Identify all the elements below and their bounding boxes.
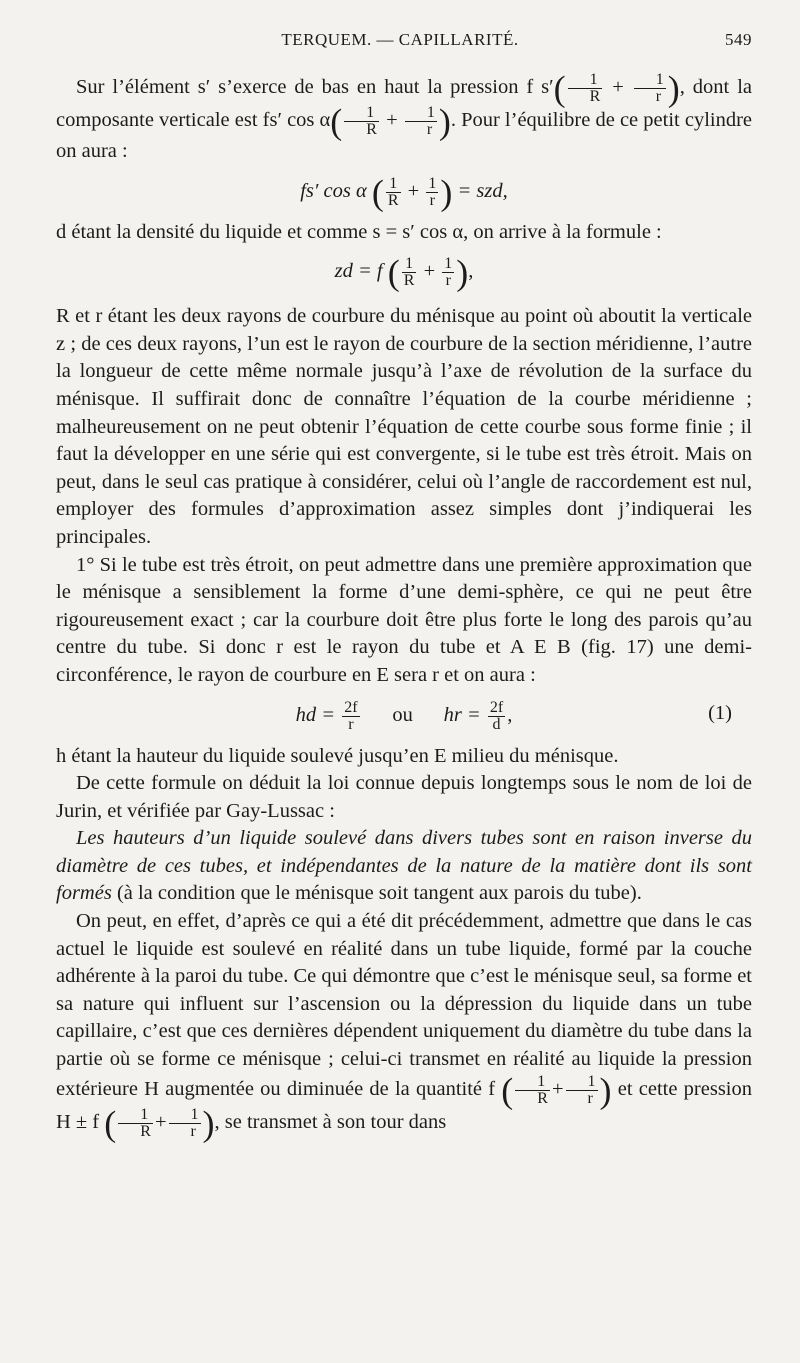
equation-1: fs′ cos α ( $\frac{1}{R}$ + $\frac{1}{r}$ ) = szd, [300,172,508,213]
equation-number: (1) [708,701,732,724]
equation-3: hd = $\frac{2f}{r}$ ou hr = $\frac{2f}{d}$ , (1) [295,698,732,733]
running-header [0,30,800,54]
paragraph-4: 1° Si le tube est très étroit, on peut admettre dans une première approximation que le ménisque a sensiblement la forme d’une demi-sphère, ce qui ne peut être rigoureusement exact ; car la courbure doit être plus forte le long des parois qu’au centre du tube. Si donc r est le rayon du tube et A E B (fig. 17) une demi-circonférence, le rayon de courbure en E sera r et on aura : [56,553,752,686]
paragraph-5: h étant la hauteur du liquide soulevé jusqu’en E milieu du ménisque. [56,744,619,767]
paragraph-6: De cette formule on déduit la loi connue depuis longtemps sous le nom de loi de Jurin, et vérifiée par Gay-Lussac : [56,772,752,822]
paragraph-3: R et r étant les deux rayons de courbure du ménisque au point où aboutit la verticale z ; de ces deux rayons, l’un est le rayon de courbure de la section méridienne, l’autre la longueur de cette même normale jusqu’à l’axe de révolution de la surface du ménisque. Il suffirait donc de connaître l’équation de la courbe méridienne ; malheureusement on ne peut obtenir l’équation de cette courbe sous forme finie ; il faut la développer en une série qui est convergente, si le tube est très étroit. Mais on peut, dans le seul cas pratique à considérer, celui où l’angle de raccordement est nul, employer des formules d’approximation assez simples dont j’indiquerai les principales. [56,305,752,548]
page-number: 549 [725,30,752,49]
paragraph-8: On peut, en effet, d’après ce qui a été dit précédemment, admettre que dans le cas actuel le liquide est soulevé en réalité dans un tube liquide, formé par la couche adhérente à la paroi du tube. Ce qui démontre que c’est le ménisque seul, sa forme et sa nature qui influent sur l’ascension ou la dépression du liquide dans un tube capillaire, c’est que ces dernières dépendent uniquement du diamètre du tube dans la partie où se forme ce ménisque ; celui-ci transmet en réalité au liquide la pression extérieure H augmentée ou diminuée de la quantité f ( $\frac{1}{R}$ + $\frac{1}{r}$ ) et cette pression H ± f ( $\frac{1}{R}$ + $\frac{1}{r}$ ), se transmet à son tour dans [56,910,752,1144]
equation-2: zd = f ( $\frac{1}{R}$ + $\frac{1}{r}$ ), [334,252,474,293]
running-title: TERQUEM. — CAPILLARITÉ. [281,30,519,49]
paragraph-7: Les hauteurs d’un liquide soulevé dans divers tubes sont en raison inverse du diamètre de ces tubes, et indépendantes de la nature de la matière dont ils sont formés (à la condition que le ménisque soit tangent aux parois du tube). [56,827,752,905]
paragraph-2: d étant la densité du liquide et comme s = s′ cos α, on arrive à la formule : [56,220,662,243]
body-text [56,68,753,1144]
paragraph-1: Sur l’élément s′ s’exerce de bas en haut la pression f s′( $\frac{1}{R}$ + $\frac{1}{r}$ ), dont la composante verticale est fs′ cos α( $\frac{1}{R}$ + $\frac{1}{r}$ ). Pour l’équilibre de ce petit cylindre on aura : [56,68,753,162]
